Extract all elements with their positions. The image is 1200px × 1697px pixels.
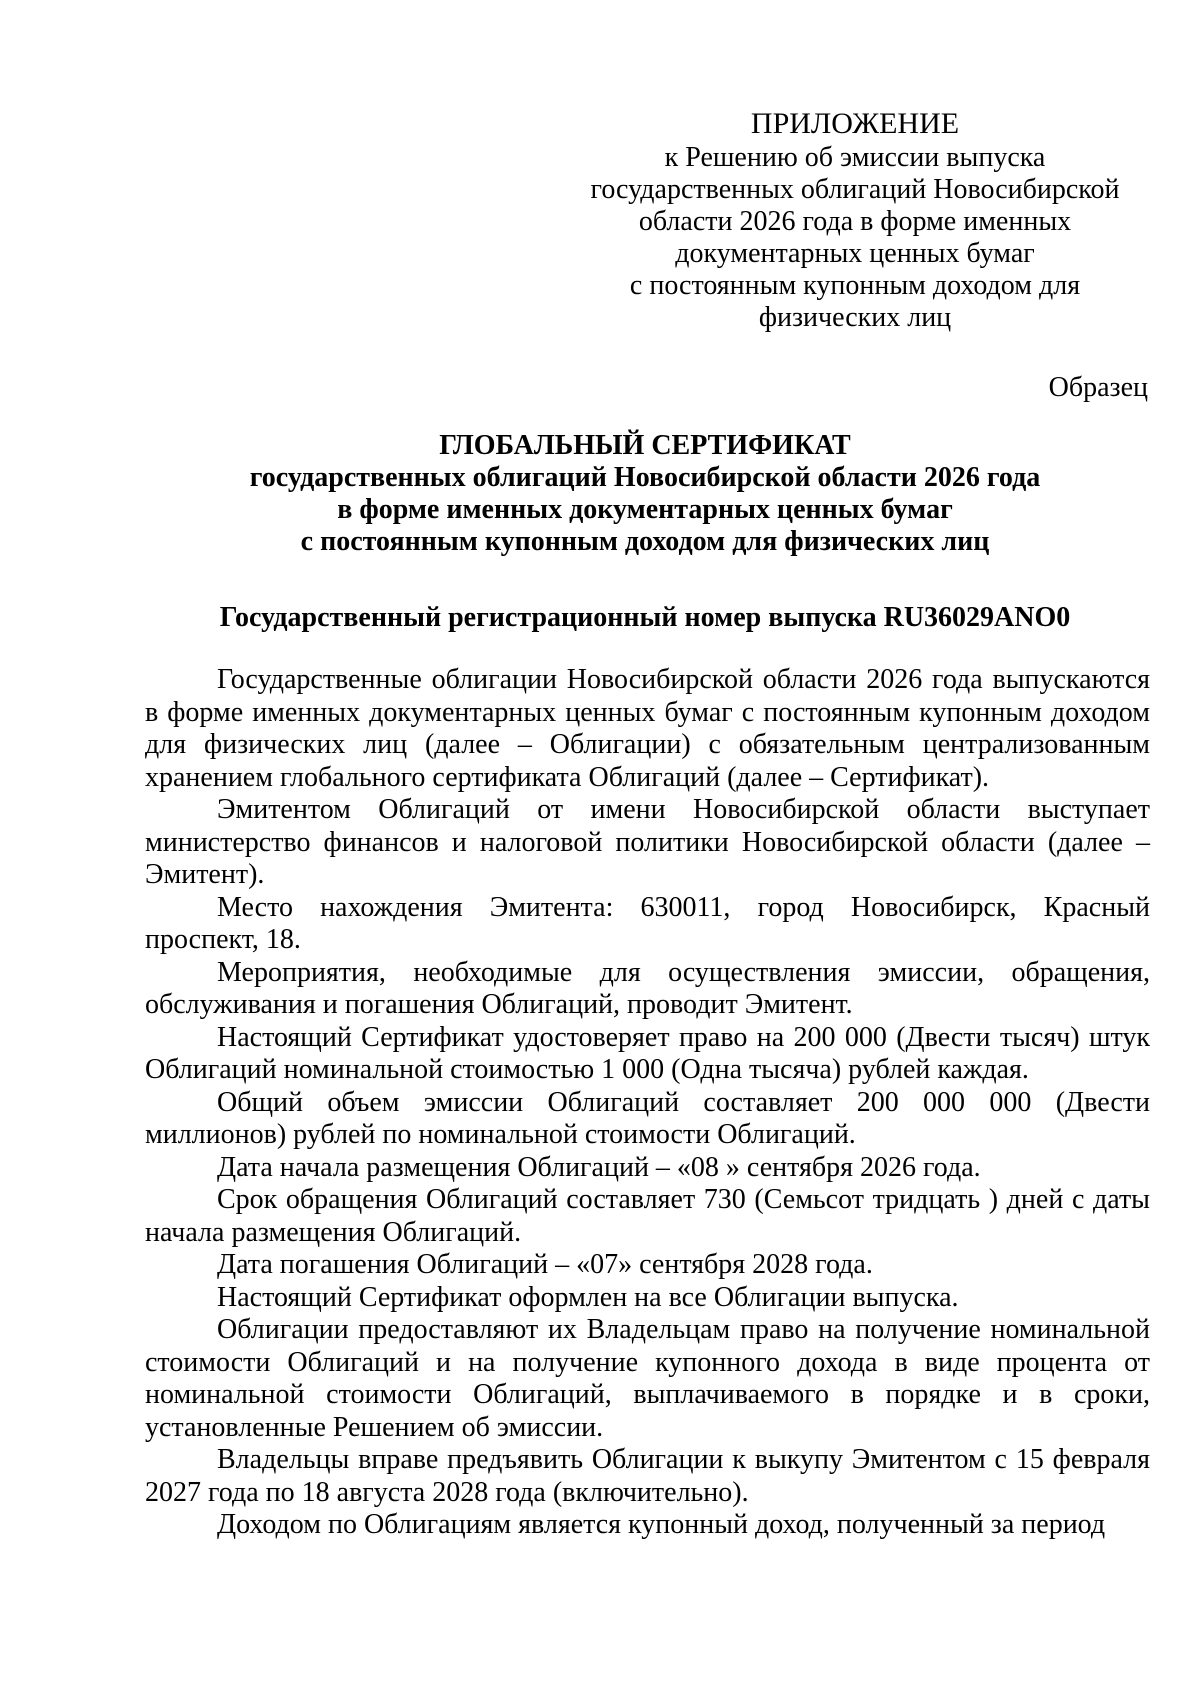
- body-paragraph: Настоящий Сертификат оформлен на все Облигации выпуска.: [217, 1281, 959, 1313]
- appendix-line: области 2026 года в форме именных: [638, 206, 1072, 237]
- document-body: [145, 664, 1150, 1542]
- title-line: в форме именных документарных ценных бумаг: [337, 494, 953, 525]
- appendix-line: физических лиц: [758, 302, 952, 333]
- appendix-line: к Решению об эмиссии выпуска: [664, 142, 1046, 173]
- appendix-line: документарных ценных бумаг: [675, 238, 1035, 269]
- body-paragraph: Государственные облигации Новосибирской области 2026 года выпускаются в форме именных документарных ценных бумаг с постоянным купонным доходом для физических лиц (далее – Облигации) с обязательным централизованным хранением глобального сертификата Облигаций (далее – Сертификат).: [145, 664, 1150, 793]
- title-line: с постоянным купонным доходом для физических лиц: [300, 526, 990, 557]
- body-paragraph: Владельцы вправе предъявить Облигации к выкупу Эмитентом с 15 февраля 2027 года по 18 августа 2028 года (включительно).: [145, 1444, 1150, 1508]
- body-paragraph: Срок обращения Облигаций составляет 730 (Семьсот тридцать ) дней с даты начала размещения Облигаций.: [145, 1184, 1150, 1248]
- body-paragraph: Дата начала размещения Облигаций – «08 » сентября 2026 года.: [217, 1151, 981, 1183]
- body-paragraph: Эмитентом Облигаций от имени Новосибирской области выступает министерство финансов и налоговой политики Новосибирской области (далее – Эмитент).: [145, 794, 1150, 890]
- body-paragraph: Дата погашения Облигаций – «07» сентября 2028 года.: [217, 1249, 873, 1280]
- appendix-line: государственных облигаций Новосибирской: [590, 174, 1120, 205]
- body-paragraph: Настоящий Сертификат удостоверяет право на 200 000 (Двести тысяч) штук Облигаций номинальной стоимостью 1 000 (Одна тысяча) рублей каждая.: [145, 1021, 1150, 1085]
- appendix-line: с постоянным купонным доходом для: [629, 270, 1081, 301]
- document-title: [140, 430, 1150, 558]
- body-paragraph: Мероприятия, необходимые для осуществления эмиссии, обращения, обслуживания и погашения Облигаций, проводит Эмитент.: [145, 956, 1150, 1020]
- title-line: государственных облигаций Новосибирской области 2026 года: [249, 462, 1041, 493]
- sample-mark: Образец: [1048, 372, 1148, 403]
- body-paragraph: Место нахождения Эмитента: 630011, город Новосибирск, Красный проспект, 18.: [145, 891, 1150, 955]
- registration-number: Государственный регистрационный номер выпуска RU36029ANO0: [219, 602, 1071, 633]
- appendix-title: ПРИЛОЖЕНИЕ: [750, 107, 960, 140]
- body-paragraph: Общий объем эмиссии Облигаций составляет 200 000 000 (Двести миллионов) рублей по номинальной стоимости Облигаций.: [145, 1086, 1150, 1150]
- body-paragraph: Доходом по Облигациям является купонный доход, полученный за период: [217, 1509, 1106, 1540]
- title-line: ГЛОБАЛЬНЫЙ СЕРТИФИКАТ: [439, 430, 851, 461]
- body-paragraph: Облигации предоставляют их Владельцам право на получение номинальной стоимости Облигаций и на получение купонного дохода в виде процента от номинальной стоимости Облигаций, выплачиваемого в порядке и в сроки, установленные Решением об эмиссии.: [145, 1314, 1150, 1443]
- appendix-header: [560, 108, 1150, 334]
